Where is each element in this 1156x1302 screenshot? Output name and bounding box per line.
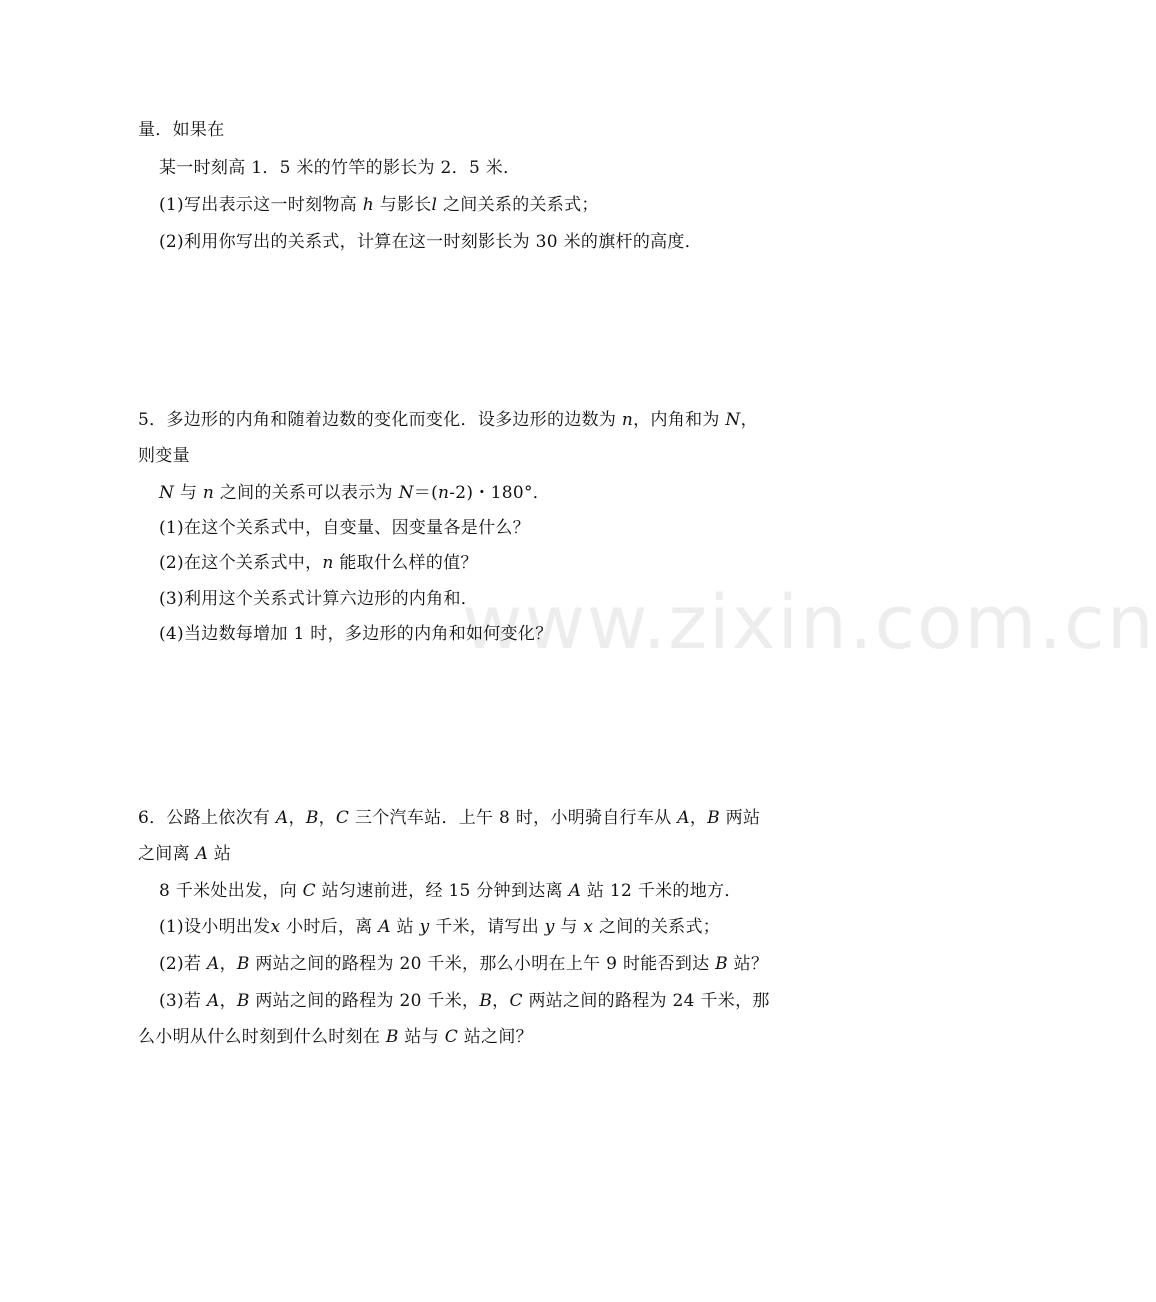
variable-B: B: [479, 991, 493, 1011]
text: ，: [288, 808, 306, 828]
text: 则变量: [138, 446, 190, 466]
variable-B: B: [715, 954, 728, 974]
text: ，: [318, 808, 336, 828]
text: (2)利用你写出的关系式，计算在这一时刻影长为 30 米的旗杆的高度．: [159, 232, 703, 252]
problem-6-question-2: [159, 952, 768, 976]
variable-A: A: [275, 808, 289, 828]
variable-h: h: [362, 195, 374, 215]
variable-N: N: [725, 410, 741, 430]
text: ，内角和为: [633, 410, 726, 430]
text: 量．如果在: [138, 120, 225, 140]
problem-5-question-2: [159, 551, 478, 575]
text: 站与: [398, 1027, 445, 1047]
variable-B: B: [707, 808, 720, 828]
problem-5-line-3: [159, 481, 550, 505]
variable-l: l: [431, 195, 438, 215]
problem-4-question-1: [159, 193, 599, 217]
text: ，: [219, 991, 237, 1011]
problem-5-question-4: [159, 622, 553, 646]
text: ，: [219, 954, 237, 974]
variable-B: B: [305, 808, 319, 828]
variable-A: A: [206, 954, 220, 974]
variable-A: A: [568, 881, 582, 901]
variable-C: C: [444, 1027, 459, 1047]
problem-5-line-2: [138, 444, 190, 468]
problem-6-question-3: [159, 989, 770, 1013]
text: 两站之间的路程为 20 千米，那么小明在上午 9 时能否到达: [249, 954, 716, 974]
variable-n: n: [322, 553, 334, 573]
variable-A: A: [677, 808, 690, 828]
problem-6-line-1: [138, 806, 760, 830]
variable-A: A: [378, 917, 391, 937]
text: 小时后，离: [280, 917, 379, 937]
watermark: www.zixin.com.cn: [462, 580, 1156, 666]
variable-C: C: [509, 991, 523, 1011]
problem-6-line-3: [159, 879, 742, 903]
problem-6-question-3-cont: [138, 1025, 533, 1049]
text: ，: [740, 410, 758, 430]
variable-B: B: [385, 1027, 399, 1047]
variable-y: y: [419, 917, 430, 937]
text: 能取什么样的值？: [333, 553, 478, 573]
problem-5-question-3: [159, 587, 478, 611]
problem-6-line-2: [138, 842, 231, 866]
text: 与影长: [373, 195, 432, 215]
variable-C: C: [335, 808, 350, 828]
text: 站匀速前进，经 15 分钟到达离: [315, 881, 569, 901]
problem-4-line-1: [138, 118, 225, 142]
variable-N: N: [398, 483, 414, 503]
text: (1)设小明出发: [159, 917, 271, 937]
text: 站: [208, 844, 232, 864]
text: (4)当边数每增加 1 时，多边形的内角和如何变化？: [159, 624, 553, 644]
variable-N: N: [159, 483, 175, 503]
text: 么小明从什么时刻到什么时刻在: [138, 1027, 386, 1047]
text: 千米，请写出: [429, 917, 545, 937]
text: 两站之间的路程为 24 千米，那: [522, 991, 770, 1011]
text: 某一时刻高 1．5 米的竹竿的影长为 2．5 米．: [159, 158, 521, 178]
variable-B: B: [236, 991, 250, 1011]
text: (2)在这个关系式中，: [159, 553, 323, 573]
text: 8 千米处出发，向: [159, 881, 303, 901]
problem-4-question-2: [159, 230, 702, 254]
text: (3)若: [159, 991, 207, 1011]
text: 站？: [727, 954, 769, 974]
text: -2)・180°．: [449, 483, 551, 503]
variable-x: x: [583, 917, 594, 937]
text: (1)写出表示这一时刻物高: [159, 195, 363, 215]
variable-n: n: [202, 483, 215, 503]
variable-B: B: [236, 954, 250, 974]
variable-y: y: [544, 917, 555, 937]
text: 6．公路上依次有: [138, 808, 276, 828]
variable-A: A: [206, 991, 220, 1011]
text: 站 12 千米的地方．: [581, 881, 742, 901]
text: 三个汽车站．上午 8 时，小明骑自行车从: [349, 808, 678, 828]
text: 与: [554, 917, 584, 937]
text: 5．多边形的内角和随着边数的变化而变化．设多边形的边数为: [138, 410, 622, 430]
text: 两站: [719, 808, 761, 828]
problem-5-question-1: [159, 516, 530, 540]
text: ，: [689, 808, 708, 828]
text: (3)利用这个关系式计算六边形的内角和．: [159, 589, 479, 609]
variable-x: x: [270, 917, 281, 937]
variable-n: n: [438, 483, 450, 503]
text: 站之间？: [458, 1027, 533, 1047]
text: 站: [390, 917, 420, 937]
text: (2)若: [159, 954, 207, 974]
variable-C: C: [302, 881, 316, 901]
text: 之间的关系式；: [593, 917, 721, 937]
text: 之间关系的关系式；: [437, 195, 599, 215]
text: 与: [174, 483, 203, 503]
text: ＝(: [413, 483, 438, 503]
variable-n: n: [621, 410, 634, 430]
problem-6-question-1: [159, 915, 720, 939]
text: ，: [492, 991, 510, 1011]
problem-5-line-1: [138, 408, 758, 432]
text: 之间的关系可以表示为: [214, 483, 399, 503]
text: 两站之间的路程为 20 千米，: [249, 991, 480, 1011]
problem-4-line-2: [159, 156, 520, 180]
variable-A: A: [195, 844, 209, 864]
text: (1)在这个关系式中，自变量、因变量各是什么？: [159, 518, 530, 538]
text: 之间离: [138, 844, 196, 864]
